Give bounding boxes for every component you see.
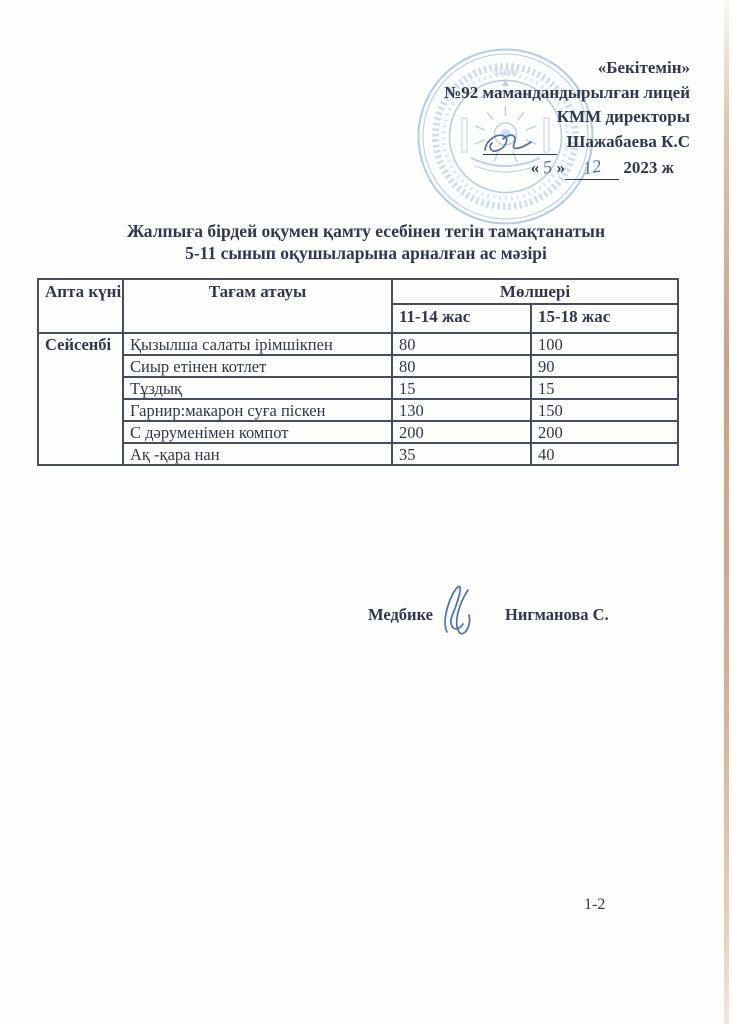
date-year: 2023 ж: [623, 157, 674, 177]
document-title: [20, 221, 712, 264]
age1-cell: 80: [392, 333, 531, 355]
scan-edge-artifact: [724, 0, 729, 1024]
dish-cell: Сиыр етінен котлет: [123, 355, 392, 377]
table-row: [38, 377, 678, 399]
approval-line-1: «Бекітемін»: [597, 58, 690, 77]
approval-line-2: №92 мамандандырылған лицей: [444, 82, 690, 102]
header-age1: 11-14 жас: [392, 304, 531, 333]
director-name: Шажабаева К.С: [566, 132, 690, 151]
age1-cell: 35: [392, 443, 531, 465]
age2-cell: 100: [531, 333, 678, 355]
age1-cell: 15: [392, 377, 531, 399]
table-row: [38, 399, 678, 421]
date-close-quote: »: [556, 157, 566, 177]
date-month-underline: [565, 157, 619, 180]
table-row: [38, 443, 678, 465]
title-line-1: Жалпыға бірдей оқумен қамту есебінен тегін тамақтанатын: [126, 221, 606, 241]
header-dish: Тағам атауы: [123, 279, 392, 333]
header-amount: Мөлшері: [392, 279, 678, 304]
day-cell: Сейсенбі: [38, 333, 123, 465]
age1-cell: 80: [392, 355, 531, 377]
nurse-label: Медбике: [368, 605, 433, 624]
director-signature-line: [483, 130, 557, 155]
age1-cell: 200: [392, 421, 531, 443]
handwritten-day: 5: [541, 155, 554, 178]
header-age2: 15-18 жас: [531, 304, 678, 333]
dish-cell: Тұздық: [123, 377, 392, 399]
page-number: 1-2: [584, 896, 606, 913]
table-row: [38, 355, 678, 377]
header-day: Апта күні: [38, 279, 123, 333]
title-line-2: 5-11 сынып оқушыларына арналған ас мәзірі: [185, 242, 547, 263]
approval-block: [444, 56, 690, 180]
table-row: [38, 421, 678, 443]
date-open-quote: «: [530, 157, 540, 177]
age1-cell: 130: [392, 399, 531, 421]
stamp-serial: 044000: [493, 68, 518, 77]
dish-cell: Ақ -қара нан: [123, 443, 392, 465]
approval-line-3: КММ директоры: [556, 107, 690, 126]
handwritten-month: 12: [581, 155, 603, 178]
age2-cell: 15: [531, 377, 678, 399]
table-row: [38, 333, 678, 355]
nurse-signature-icon: [437, 582, 479, 645]
menu-table: [37, 278, 679, 466]
nurse-name: Нигманова С.: [505, 605, 609, 624]
dish-cell: Қызылша салаты ірімшікпен: [123, 333, 392, 355]
dish-cell: Гарнир:макарон суға піскен: [123, 399, 392, 421]
age2-cell: 150: [531, 399, 678, 421]
dish-cell: С дәруменімен компот: [123, 421, 392, 443]
age2-cell: 90: [531, 355, 678, 377]
age2-cell: 40: [531, 443, 678, 465]
age2-cell: 200: [531, 421, 678, 443]
director-signature-row: [444, 130, 690, 155]
